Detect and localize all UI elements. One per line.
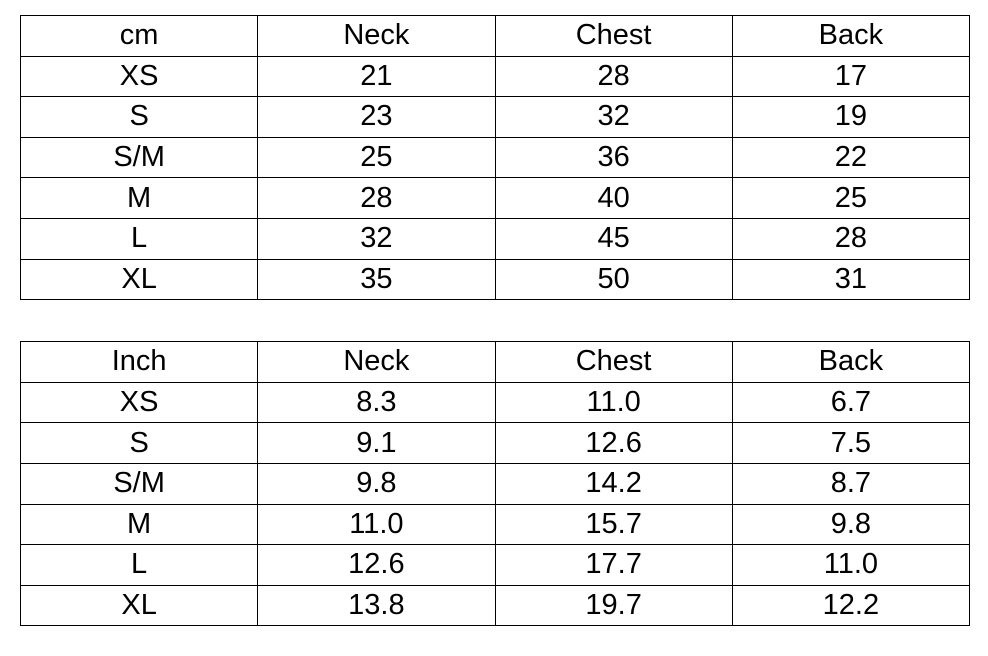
value-cell: 23 [258,97,495,138]
size-label-cell: S/M [21,463,258,504]
value-cell: 12.6 [495,423,732,464]
value-cell: 50 [495,259,732,300]
value-cell: 40 [495,178,732,219]
table-header-row [21,342,970,383]
value-cell: 6.7 [732,382,969,423]
table-row [21,137,970,178]
column-header-neck: Neck [258,342,495,383]
size-label-cell: XS [21,382,258,423]
value-cell: 32 [258,218,495,259]
table-row [21,218,970,259]
value-cell: 9.8 [258,463,495,504]
value-cell: 12.6 [258,545,495,586]
table-row [21,259,970,300]
value-cell: 8.7 [732,463,969,504]
value-cell: 21 [258,56,495,97]
column-header-chest: Chest [495,16,732,57]
value-cell: 7.5 [732,423,969,464]
value-cell: 19 [732,97,969,138]
table-header-row [21,16,970,57]
table-row [21,504,970,545]
column-header-back: Back [732,16,969,57]
value-cell: 8.3 [258,382,495,423]
value-cell: 11.0 [732,545,969,586]
table-row [21,97,970,138]
value-cell: 17.7 [495,545,732,586]
size-label-cell: XS [21,56,258,97]
column-header-chest: Chest [495,342,732,383]
table-row [21,463,970,504]
column-header-neck: Neck [258,16,495,57]
value-cell: 19.7 [495,585,732,626]
value-cell: 11.0 [495,382,732,423]
size-label-cell: L [21,218,258,259]
size-label-cell: L [21,545,258,586]
size-label-cell: M [21,178,258,219]
unit-header-cell: cm [21,16,258,57]
value-cell: 25 [258,137,495,178]
size-label-cell: S [21,423,258,464]
value-cell: 28 [732,218,969,259]
value-cell: 9.1 [258,423,495,464]
value-cell: 9.8 [732,504,969,545]
size-label-cell: S [21,97,258,138]
value-cell: 22 [732,137,969,178]
table-row [21,545,970,586]
value-cell: 28 [258,178,495,219]
value-cell: 13.8 [258,585,495,626]
value-cell: 28 [495,56,732,97]
value-cell: 11.0 [258,504,495,545]
size-label-cell: XL [21,585,258,626]
size-table-inch [20,341,970,626]
value-cell: 14.2 [495,463,732,504]
size-label-cell: XL [21,259,258,300]
value-cell: 32 [495,97,732,138]
size-table-cm [20,15,970,300]
unit-header-cell: Inch [21,342,258,383]
table-row [21,585,970,626]
value-cell: 25 [732,178,969,219]
table-row [21,382,970,423]
value-cell: 31 [732,259,969,300]
size-label-cell: S/M [21,137,258,178]
value-cell: 35 [258,259,495,300]
size-label-cell: M [21,504,258,545]
value-cell: 12.2 [732,585,969,626]
value-cell: 15.7 [495,504,732,545]
value-cell: 17 [732,56,969,97]
value-cell: 36 [495,137,732,178]
table-row [21,178,970,219]
column-header-back: Back [732,342,969,383]
table-row [21,56,970,97]
table-row [21,423,970,464]
value-cell: 45 [495,218,732,259]
